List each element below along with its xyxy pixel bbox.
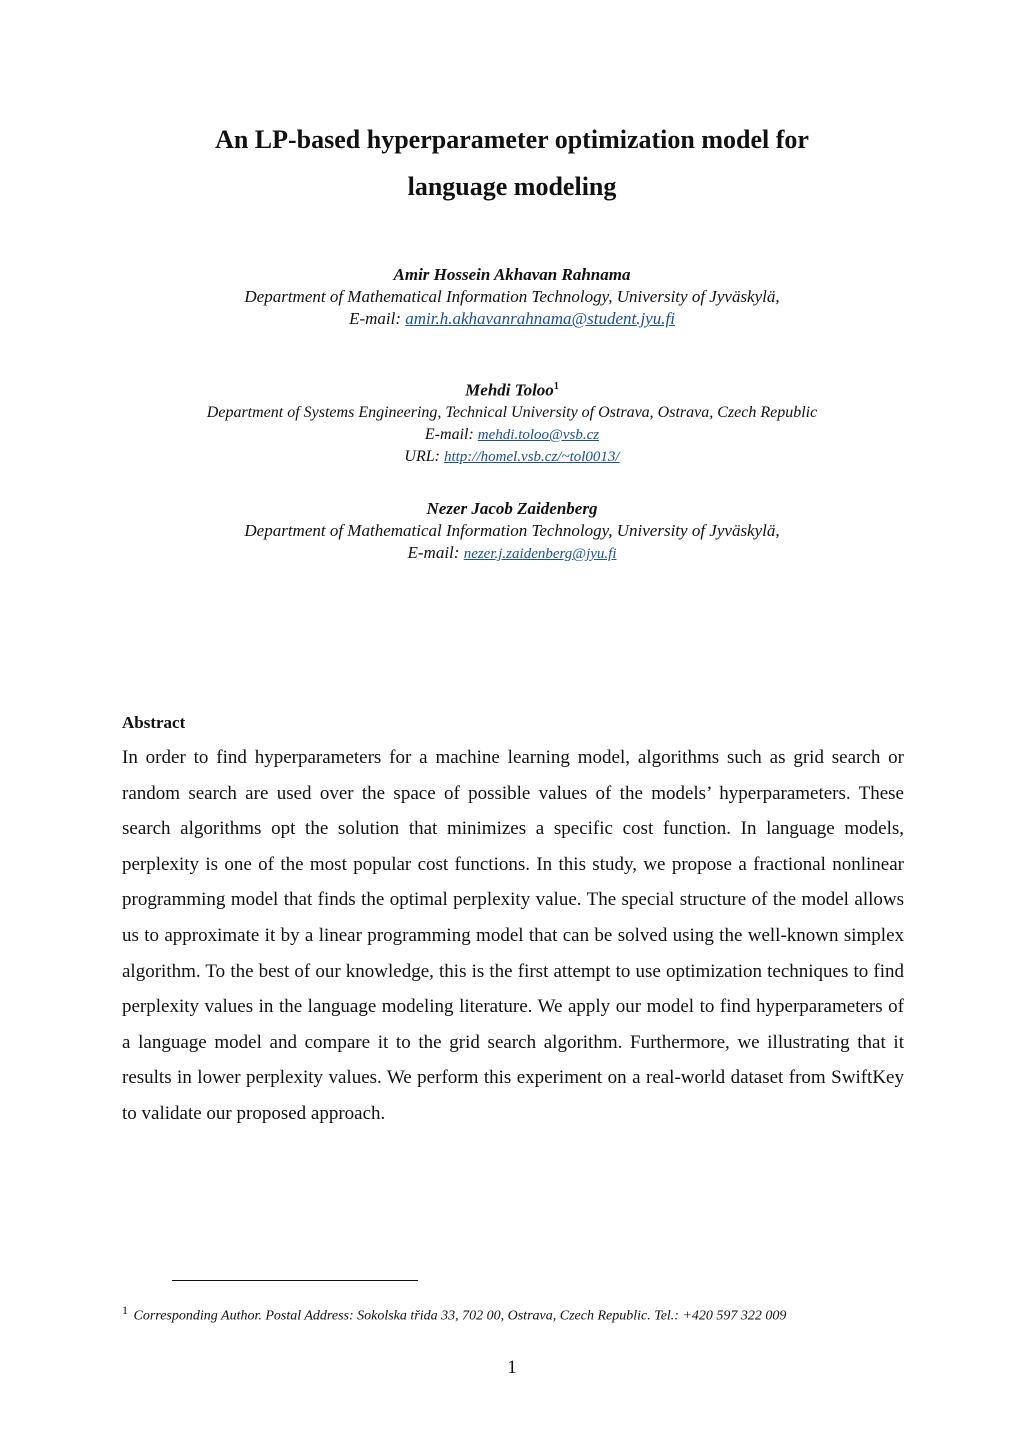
abstract-body: In order to find hyperparameters for a machine learning model, algorithms such as grid search or random search are used over the space of possible values of the models’ hyperparameters. These search algorithms opt the solution that minimizes a specific cost function. In language models, perplexity is one of the most popular cost functions. In this study, we propose a fractional nonlinear programming model that finds the optimal perplexity value. The special structure of the model allows us to approximate it by a linear programming model that can be solved using the well-known simplex algorithm. To the best of our knowledge, this is the first attempt to use optimization techniques to find perplexity values in the language modeling literature. We apply our model to find hyperparameters of a language model and compare it to the grid search algorithm. Furthermore, we illustrating that it results in lower perplexity values. We perform this experiment on a real-world dataset from SwiftKey to validate our proposed approach. <box>122 747 904 1124</box>
author-affiliation: Department of Mathematical Information Technology, University of Jyväskylä, <box>244 521 780 540</box>
author-name: Nezer Jacob Zaidenberg <box>426 499 598 518</box>
footnote-number: 1 <box>122 1303 128 1317</box>
author-block-3 <box>100 498 924 565</box>
author-url-line <box>100 446 924 468</box>
email-label: E-mail: <box>349 309 406 328</box>
footnote-text: Corresponding Author. Postal Address: Sokolska třida 33, 702 00, Ostrava, Czech Republic. Tel.: +420 597 322 009 <box>133 1308 787 1324</box>
author-email-line <box>100 308 924 330</box>
footnote-marker: 1 <box>553 381 559 392</box>
author-name: Mehdi Toloo <box>465 380 554 400</box>
email-label: E-mail: <box>407 543 464 562</box>
author-affiliation: Department of Mathematical Information Technology, University of Jyväskylä, <box>244 287 780 306</box>
email-label: E-mail: <box>424 425 478 443</box>
footnote-separator <box>172 1280 418 1281</box>
author-url-link[interactable]: http://homel.vsb.cz/~tol0013/ <box>443 448 620 465</box>
author-email-link[interactable]: amir.h.akhavanrahnama@student.jyu.fi <box>405 309 675 328</box>
author-block-2 <box>100 376 924 468</box>
author-block-1 <box>100 264 924 330</box>
paper-title-line-1: An LP-based hyperparameter optimization model for <box>215 125 809 154</box>
author-email-line <box>100 542 924 565</box>
author-email-link[interactable]: nezer.j.zaidenberg@jyu.fi <box>463 546 617 562</box>
paper-title <box>120 116 904 210</box>
author-affiliation: Department of Systems Engineering, Technical University of Ostrava, Ostrava, Czech Republic <box>206 403 818 421</box>
url-label: URL: <box>404 447 444 465</box>
footnote <box>122 1300 922 1327</box>
page-number: 1 <box>507 1357 517 1378</box>
author-email-line <box>100 424 924 446</box>
paper-title-line-2: language modeling <box>407 172 617 201</box>
abstract-heading: Abstract <box>122 713 186 732</box>
author-email-link[interactable]: mehdi.toloo@vsb.cz <box>477 426 600 443</box>
author-name: Amir Hossein Akhavan Rahnama <box>393 265 631 284</box>
author-name-line <box>100 376 924 402</box>
